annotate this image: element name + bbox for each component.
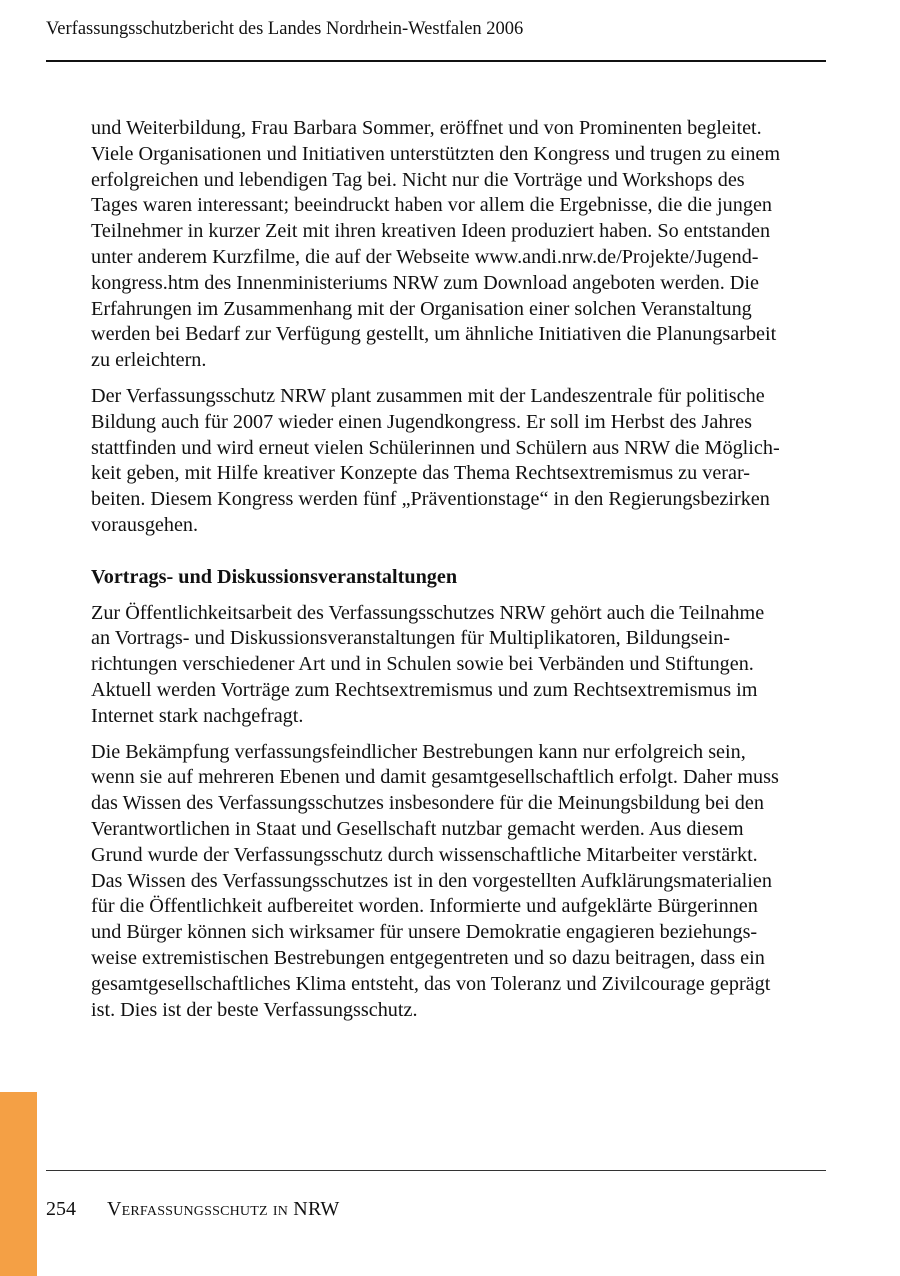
- text-line: ist. Dies ist der beste Verfassungsschutz.: [91, 998, 418, 1021]
- text-line: Tages waren interessant; beeindruckt haben vor allem die Ergebnisse, die die jungen: [91, 194, 772, 217]
- text-line: unter anderem Kurzfilme, die auf der Webseite www.andi.nrw.de/Projekte/Jugend-: [91, 245, 759, 268]
- footer-divider: [46, 1170, 826, 1171]
- paragraph-2: [91, 384, 826, 539]
- paragraph-1: [91, 116, 826, 374]
- text-line: Der Verfassungsschutz NRW plant zusammen mit der Landeszentrale für politische: [91, 384, 765, 407]
- running-header: Verfassungsschutzbericht des Landes Nordrhein-Westfalen 2006: [46, 19, 524, 39]
- text-line: stattfinden und wird erneut vielen Schülerinnen und Schülern aus NRW die Möglich-: [91, 436, 780, 459]
- text-line: richtungen verschiedener Art und in Schulen sowie bei Verbänden und Stiftungen.: [91, 653, 754, 676]
- text-line: Grund wurde der Verfassungsschutz durch wissenschaftliche Mitarbeiter verstärkt.: [91, 843, 758, 866]
- text-line: für die Öffentlichkeit aufbereitet worden. Informierte und aufgeklärte Bürgerinnen: [91, 895, 758, 918]
- footer-title: Verfassungsschutz in NRW: [107, 1198, 340, 1220]
- text-line: zu erleichtern.: [91, 349, 207, 372]
- text-line: Internet stark nachgefragt.: [91, 704, 304, 727]
- text-line: an Vortrags- und Diskussionsveranstaltungen für Multiplikatoren, Bildungsein-: [91, 627, 731, 650]
- text-line: gesamtgesellschaftliches Klima entsteht, das von Toleranz und Zivilcourage geprägt: [91, 972, 771, 995]
- text-line: Viele Organisationen und Initiativen unterstützten den Kongress und trugen zu einem: [91, 142, 781, 165]
- text-line: beiten. Diesem Kongress werden fünf „Präventionstage“ in den Regierungsbezirken: [91, 488, 770, 511]
- text-line: Bildung auch für 2007 wieder einen Jugendkongress. Er soll im Herbst des Jahres: [91, 410, 753, 433]
- chapter-side-tab: [0, 1092, 37, 1276]
- text-line: Zur Öffentlichkeitsarbeit des Verfassungsschutzes NRW gehört auch die Teilnahme: [91, 601, 765, 624]
- text-line: und Bürger können sich wirksamer für unsere Demokratie engagieren beziehungs-: [91, 921, 758, 944]
- text-line: Erfahrungen im Zusammenhang mit der Organisation einer solchen Veranstaltung: [91, 297, 752, 320]
- text-line: Aktuell werden Vorträge zum Rechtsextremismus und zum Rechtsextremismus im: [91, 678, 758, 701]
- text-line: erfolgreichen und lebendigen Tag bei. Nicht nur die Vorträge und Workshops des: [91, 168, 745, 191]
- page-number: 254: [46, 1198, 76, 1220]
- text-line: und Weiterbildung, Frau Barbara Sommer, eröffnet und von Prominenten begleitet.: [91, 117, 762, 139]
- paragraph-3: [91, 601, 826, 730]
- page-footer: [46, 1196, 339, 1222]
- text-line: Das Wissen des Verfassungsschutzes ist in den vorgestellten Aufklärungsmaterialien: [91, 869, 772, 892]
- text-line: vorausgehen.: [91, 513, 199, 536]
- text-line: Die Bekämpfung verfassungsfeindlicher Bestrebungen kann nur erfolgreich sein,: [91, 740, 746, 763]
- text-line: Teilnehmer in kurzer Zeit mit ihren kreativen Ideen produziert haben. So entstanden: [91, 220, 771, 243]
- section-heading: Vortrags- und Diskussionsveranstaltungen: [91, 565, 458, 588]
- text-line: das Wissen des Verfassungsschutzes insbesondere für die Meinungsbildung bei den: [91, 792, 764, 815]
- text-line: keit geben, mit Hilfe kreativer Konzepte das Thema Rechtsextremismus zu verar-: [91, 462, 751, 485]
- page-body: [91, 116, 826, 1033]
- text-line: Verantwortlichen in Staat und Gesellschaft nutzbar gemacht werden. Aus diesem: [91, 817, 744, 840]
- text-line: kongress.htm des Innenministeriums NRW zum Download angeboten werden. Die: [91, 271, 759, 294]
- text-line: werden bei Bedarf zur Verfügung gestellt, um ähnliche Initiativen die Planungsarbeit: [91, 323, 777, 346]
- text-line: wenn sie auf mehreren Ebenen und damit gesamtgesellschaftlich erfolgt. Daher muss: [91, 766, 779, 789]
- text-line: weise extremistischen Bestrebungen entgegentreten und so dazu beitragen, dass ein: [91, 946, 765, 969]
- header-divider: [46, 60, 826, 62]
- paragraph-4: [91, 740, 826, 1024]
